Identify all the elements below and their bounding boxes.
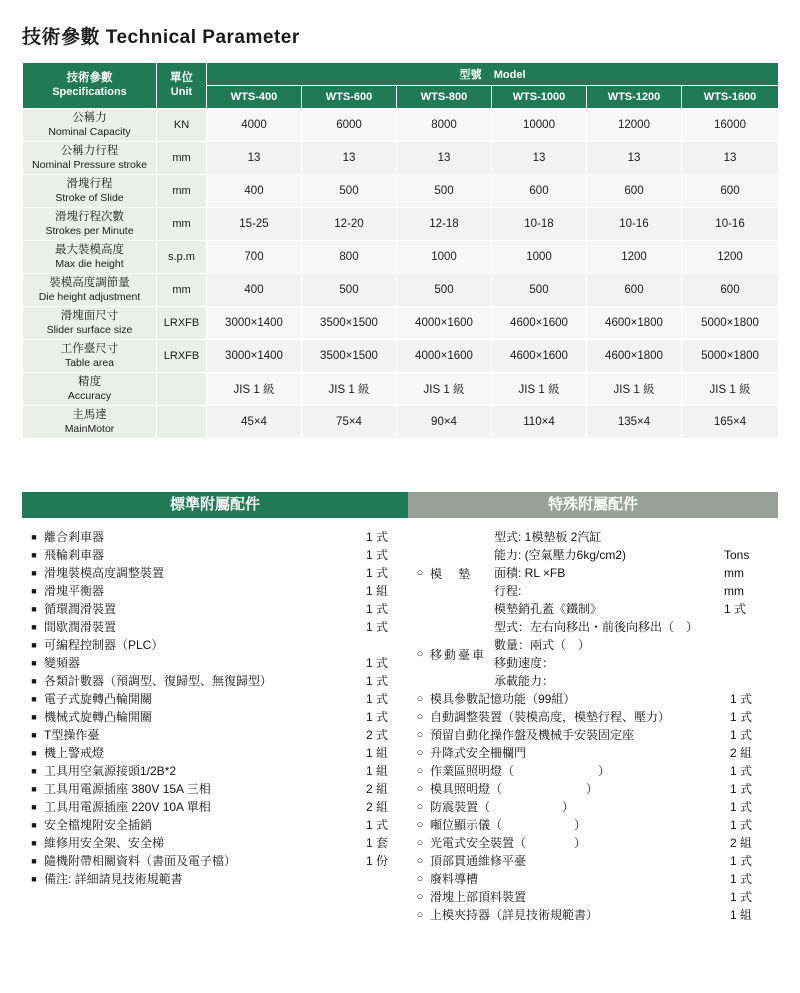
spec-label-zh: 裝模高度調節量	[49, 277, 130, 290]
list-item-quantity: 1 式	[366, 656, 389, 670]
spec-cell: 13	[492, 142, 587, 175]
table-header-model-1: WTS-600	[302, 86, 397, 109]
spec-row-label	[23, 274, 157, 307]
list-group-lines	[494, 528, 776, 618]
list-item	[494, 672, 776, 690]
spec-label-zh: 公稱力	[72, 112, 107, 125]
spec-row-label	[23, 142, 157, 175]
spec-row-label	[23, 340, 157, 373]
spec-cell: JIS 1 級	[587, 373, 682, 406]
spec-row-unit: s.p.m	[157, 241, 207, 274]
spec-cell: 600	[682, 274, 779, 307]
list-item-label: T型操作臺	[44, 728, 100, 742]
spec-table	[22, 62, 779, 439]
list-item-label: 滑塊平衡器	[44, 584, 105, 598]
spec-label-zh: 精度	[78, 376, 101, 389]
table-row	[23, 340, 779, 373]
list-item-quantity: 1 式	[366, 692, 389, 706]
list-item-label: 間歇潤滑裝置	[44, 620, 117, 634]
list-item-unit: Tons	[724, 548, 750, 562]
list-item	[24, 798, 406, 816]
spec-cell: 165×4	[682, 406, 779, 439]
list-item-quantity: 1 式	[730, 800, 753, 814]
list-item-label: 可編程控制器（PLC）	[44, 638, 164, 652]
spec-row-unit: LRXFB	[157, 340, 207, 373]
list-item	[24, 708, 406, 726]
spec-label-zh: 滑塊行程	[66, 178, 113, 191]
spec-label-zh: 工作臺尺寸	[60, 343, 119, 356]
list-item-quantity: 2 組	[730, 746, 753, 760]
spec-cell: 1000	[492, 241, 587, 274]
spec-cell: 10-16	[587, 208, 682, 241]
list-item-label: 安全檔塊附安全插銷	[44, 818, 153, 832]
square-bullet-icon: ■	[31, 640, 37, 650]
spec-cell: 600	[587, 274, 682, 307]
square-bullet-icon: ■	[31, 568, 37, 578]
spec-row-label	[23, 241, 157, 274]
spec-cell: JIS 1 級	[302, 373, 397, 406]
list-item-quantity: 1 式	[730, 764, 753, 778]
list-item-quantity: 1 式	[730, 818, 753, 832]
list-item-label: 模墊銷孔蓋《鐵制》	[494, 602, 603, 616]
list-item	[24, 726, 406, 744]
list-item-quantity: 1 式	[366, 566, 389, 580]
circle-bullet-icon: ○	[416, 765, 424, 777]
list-item-label: 型式：左右向移出・前後向移出（ ）	[494, 620, 699, 634]
list-item-quantity: 1 式	[366, 530, 389, 544]
list-item-quantity: 1 式	[366, 818, 389, 832]
spec-cell: 4000×1600	[397, 340, 492, 373]
spec-cell: 1200	[682, 241, 779, 274]
circle-bullet-icon: ○	[416, 837, 424, 849]
list-item	[494, 600, 776, 618]
spec-cell: 16000	[682, 109, 779, 142]
list-item	[410, 744, 776, 762]
spec-cell: 8000	[397, 109, 492, 142]
circle-bullet-icon: ○	[416, 648, 424, 660]
list-item	[24, 762, 406, 780]
list-item-label: 滑塊裝模高度調整裝置	[44, 566, 165, 580]
spec-cell: 4000×1600	[397, 307, 492, 340]
list-item-unit	[724, 618, 776, 636]
list-item-label: 備注: 詳細請見技術規範書	[44, 872, 183, 886]
spec-row-unit: LRXFB	[157, 307, 207, 340]
list-item-label: 隨機附帶相關資料（書面及電子檔）	[44, 854, 237, 868]
circle-bullet-icon: ○	[416, 873, 424, 885]
list-item	[410, 852, 776, 870]
spec-cell: 700	[207, 241, 302, 274]
spec-cell: 500	[397, 175, 492, 208]
list-item-quantity: 1 式	[730, 692, 753, 706]
table-row	[23, 241, 779, 274]
spec-row-label	[23, 175, 157, 208]
list-item-quantity: 1 組	[366, 764, 389, 778]
list-item-quantity: 2 組	[366, 800, 389, 814]
spec-label-zh: 主馬達	[72, 409, 107, 422]
list-group-lines	[494, 618, 776, 690]
list-item	[494, 582, 776, 600]
list-item-unit: mm	[724, 584, 744, 598]
circle-bullet-icon: ○	[416, 783, 424, 795]
standard-accessories-list	[22, 518, 408, 930]
spec-cell: 110×4	[492, 406, 587, 439]
spec-cell: 13	[302, 142, 397, 175]
spec-cell: 1200	[587, 241, 682, 274]
list-item	[410, 816, 776, 834]
list-group	[410, 528, 776, 618]
list-item-label: 工具用空氣源接頭1/2B*2	[44, 764, 177, 778]
list-item-quantity: 1 組	[366, 584, 389, 598]
circle-bullet-icon: ○	[416, 855, 424, 867]
list-item	[410, 708, 776, 726]
table-header-model-0: WTS-400	[207, 86, 302, 109]
spec-cell: JIS 1 級	[207, 373, 302, 406]
circle-bullet-icon: ○	[416, 567, 424, 579]
square-bullet-icon: ■	[31, 838, 37, 848]
circle-bullet-icon: ○	[416, 747, 424, 759]
list-item-label: 作業區照明燈（ ）	[430, 764, 611, 778]
list-item-label: 移動速度：	[494, 656, 555, 670]
circle-bullet-icon: ○	[416, 909, 424, 921]
square-bullet-icon: ■	[31, 586, 37, 596]
list-item-label: 自動調整裝置（裝模高度，模墊行程、壓力）	[430, 710, 671, 724]
list-item-unit	[724, 636, 776, 654]
square-bullet-icon: ■	[31, 694, 37, 704]
list-item	[24, 816, 406, 834]
list-item-label: 模具參數記憶功能（99組）	[430, 692, 576, 706]
list-item-label: 滑塊上部頂料裝置	[430, 890, 527, 904]
circle-bullet-icon: ○	[416, 891, 424, 903]
spec-cell: 4600×1600	[492, 307, 587, 340]
spec-cell: 15-25	[207, 208, 302, 241]
spec-cell: 4600×1800	[587, 307, 682, 340]
list-item-unit: mm	[724, 566, 744, 580]
list-item-label: 飛輪剎車器	[44, 548, 105, 562]
spec-row-unit: mm	[157, 142, 207, 175]
spec-row-unit: mm	[157, 274, 207, 307]
list-item	[24, 618, 406, 636]
spec-cell: 75×4	[302, 406, 397, 439]
table-header-model-4: WTS-1200	[587, 86, 682, 109]
spec-cell: 10-16	[682, 208, 779, 241]
list-item-label: 維修用安全架、安全梯	[44, 836, 165, 850]
spec-cell: 90×4	[397, 406, 492, 439]
list-item	[494, 528, 776, 546]
list-item-label: 變頻器	[44, 656, 81, 670]
list-item-quantity: 1 組	[730, 908, 753, 922]
list-item	[494, 546, 776, 564]
spec-cell: 3500×1500	[302, 307, 397, 340]
list-item-quantity: 1 式	[730, 854, 753, 868]
spec-label-zh: 最大裝模高度	[55, 244, 124, 257]
circle-bullet-icon: ○	[416, 819, 424, 831]
list-item	[410, 780, 776, 798]
list-item-unit: 1 式	[724, 602, 747, 616]
spec-cell: 135×4	[587, 406, 682, 439]
list-item	[410, 888, 776, 906]
list-item-quantity: 1 套	[366, 836, 389, 850]
spec-cell: 13	[397, 142, 492, 175]
spec-cell: 4600×1600	[492, 340, 587, 373]
table-header-model-5: WTS-1600	[682, 86, 779, 109]
spec-label-en: Die height adjustment	[38, 290, 141, 303]
table-row	[23, 109, 779, 142]
list-item-label: 機械式旋轉凸輪開關	[44, 710, 153, 724]
square-bullet-icon: ■	[31, 802, 37, 812]
table-row	[23, 208, 779, 241]
spec-cell: 1000	[397, 241, 492, 274]
list-item-label: 電子式旋轉凸輪開關	[44, 692, 153, 706]
spec-cell: 800	[302, 241, 397, 274]
spec-cell: 500	[397, 274, 492, 307]
square-bullet-icon: ■	[31, 712, 37, 722]
spec-cell: JIS 1 級	[492, 373, 587, 406]
spec-cell: 500	[302, 175, 397, 208]
spec-cell: 12000	[587, 109, 682, 142]
square-bullet-icon: ■	[31, 766, 37, 776]
spec-table-body	[23, 109, 779, 439]
spec-row-label	[23, 373, 157, 406]
square-bullet-icon: ■	[31, 550, 37, 560]
spec-cell: 13	[587, 142, 682, 175]
spec-cell: 4600×1800	[587, 340, 682, 373]
list-item	[24, 672, 406, 690]
spec-label-zh: 滑塊行程次數	[55, 211, 124, 224]
list-item	[494, 564, 776, 582]
square-bullet-icon: ■	[31, 730, 37, 740]
list-item-quantity: 1 式	[730, 710, 753, 724]
table-header-model-2: WTS-800	[397, 86, 492, 109]
table-header-specifications: 技術參數 Specifications	[23, 63, 157, 109]
technical-parameter-table	[22, 62, 778, 439]
spec-label-en: Nominal Pressure stroke	[32, 158, 147, 171]
spec-cell: 3500×1500	[302, 340, 397, 373]
list-item	[24, 834, 406, 852]
list-item	[24, 780, 406, 798]
table-row	[23, 307, 779, 340]
spec-label-en: Slider surface size	[46, 323, 133, 336]
list-item	[410, 762, 776, 780]
list-item	[24, 852, 406, 870]
spec-cell: 10000	[492, 109, 587, 142]
square-bullet-icon: ■	[31, 748, 37, 758]
list-group-label: 移動臺車	[430, 647, 487, 662]
spec-cell: 500	[492, 274, 587, 307]
list-item	[24, 546, 406, 564]
table-row	[23, 274, 779, 307]
list-item	[410, 726, 776, 744]
list-item-quantity: 1 式	[730, 728, 753, 742]
square-bullet-icon: ■	[31, 658, 37, 668]
table-row	[23, 406, 779, 439]
spec-cell: 3000×1400	[207, 340, 302, 373]
accessories-headers	[22, 492, 778, 518]
list-item-label: 循環潤滑裝置	[44, 602, 117, 616]
list-item	[410, 834, 776, 852]
list-item-quantity: 1 式	[366, 674, 389, 688]
square-bullet-icon: ■	[31, 856, 37, 866]
circle-bullet-icon: ○	[416, 711, 424, 723]
list-item-label: 光電式安全裝置（ ）	[430, 836, 587, 850]
list-group	[410, 618, 776, 690]
list-item-label: 行程:	[494, 584, 522, 598]
list-item-unit	[724, 672, 776, 690]
list-item-quantity: 1 式	[730, 782, 753, 796]
spec-row-unit: mm	[157, 208, 207, 241]
list-item	[24, 564, 406, 582]
list-item-label: 預留自動化操作盤及機械手安裝固定座	[430, 728, 635, 742]
list-item	[24, 600, 406, 618]
circle-bullet-icon: ○	[416, 729, 424, 741]
spec-label-en: Max die height	[55, 257, 124, 270]
square-bullet-icon: ■	[31, 532, 37, 542]
list-item-quantity: 1 式	[366, 548, 389, 562]
spec-cell: 10-18	[492, 208, 587, 241]
list-item-label: 上模夾持器（詳見技術規範書）	[430, 908, 599, 922]
circle-bullet-icon: ○	[416, 801, 424, 813]
spec-cell: 13	[207, 142, 302, 175]
list-item	[24, 528, 406, 546]
list-item-label: 數量：兩式（ ）	[494, 638, 591, 652]
list-item-label: 各類計數器（預調型、復歸型、無復歸型）	[44, 674, 273, 688]
list-item-label: 工具用電源插座 380V 15A 三相	[44, 782, 211, 796]
square-bullet-icon: ■	[31, 820, 37, 830]
accessories-section	[22, 492, 778, 930]
spec-label-en: Strokes per Minute	[45, 224, 134, 237]
spec-cell: 6000	[302, 109, 397, 142]
spec-cell: 600	[492, 175, 587, 208]
list-item-quantity: 1 式	[730, 872, 753, 886]
list-item-label: 噸位顯示儀（ ）	[430, 818, 587, 832]
list-item	[410, 906, 776, 924]
standard-accessories-header: 標準附屬配件	[22, 492, 408, 518]
spec-cell: 400	[207, 175, 302, 208]
spec-label-en: Stroke of Slide	[55, 191, 124, 204]
list-item-unit	[724, 528, 776, 546]
spec-row-label	[23, 208, 157, 241]
list-item	[410, 798, 776, 816]
spec-cell: 4000	[207, 109, 302, 142]
spec-row-unit: mm	[157, 175, 207, 208]
spec-cell: 400	[207, 274, 302, 307]
spec-cell: 600	[682, 175, 779, 208]
list-item-label: 頂部貫通維修平臺	[430, 854, 527, 868]
table-row	[23, 142, 779, 175]
square-bullet-icon: ■	[31, 622, 37, 632]
table-header-unit: 單位 Unit	[157, 63, 207, 109]
optional-accessories-header: 特殊附屬配件	[408, 492, 778, 518]
spec-row-label	[23, 109, 157, 142]
list-item-label: 承載能力：	[494, 674, 555, 688]
list-item-label: 防震裝置（ ）	[430, 800, 575, 814]
spec-cell: JIS 1 級	[397, 373, 492, 406]
spec-label-en: MainMotor	[64, 422, 115, 435]
list-item-quantity: 1 式	[366, 710, 389, 724]
list-item-unit	[724, 654, 776, 672]
spec-row-unit: KN	[157, 109, 207, 142]
spec-label-en: Nominal Capacity	[48, 125, 131, 138]
square-bullet-icon: ■	[31, 784, 37, 794]
list-item-label: 工具用電源插座 220V 10A 單相	[44, 800, 211, 814]
list-item	[24, 582, 406, 600]
list-item	[24, 870, 406, 888]
list-item	[24, 690, 406, 708]
list-item-quantity: 1 份	[366, 854, 389, 868]
list-item	[410, 870, 776, 888]
list-item	[494, 618, 776, 636]
list-item-quantity: 1 式	[366, 620, 389, 634]
spec-label-zh: 滑塊面尺寸	[60, 310, 119, 323]
spec-cell: 3000×1400	[207, 307, 302, 340]
spec-label-en: Accuracy	[67, 389, 112, 402]
list-item-quantity: 1 式	[366, 602, 389, 616]
spec-label-zh: 公稱力行程	[60, 145, 119, 158]
list-item	[24, 636, 406, 654]
page-title: 技術參數 Technical Parameter	[22, 27, 300, 48]
list-item-quantity: 1 組	[366, 746, 389, 760]
list-item-label: 能力: (空氣壓力6kg/cm2)	[494, 548, 627, 562]
spec-cell: 600	[587, 175, 682, 208]
square-bullet-icon: ■	[31, 676, 37, 686]
spec-cell: 13	[682, 142, 779, 175]
spec-row-label	[23, 307, 157, 340]
table-header-model-3: WTS-1000	[492, 86, 587, 109]
spec-cell: 12-20	[302, 208, 397, 241]
list-item-label: 機上警戒燈	[44, 746, 105, 760]
circle-bullet-icon: ○	[416, 693, 424, 705]
list-item	[24, 654, 406, 672]
list-item	[494, 654, 776, 672]
square-bullet-icon: ■	[31, 874, 37, 884]
list-item-label: 模具照明燈（ ）	[430, 782, 599, 796]
optional-accessories-list	[408, 518, 778, 930]
table-row	[23, 175, 779, 208]
spec-cell: 5000×1800	[682, 307, 779, 340]
accessories-body	[22, 518, 778, 930]
spec-cell: 500	[302, 274, 397, 307]
spec-label-en: Table area	[64, 356, 115, 369]
list-item-quantity: 2 式	[366, 728, 389, 742]
list-item-quantity: 2 組	[730, 836, 753, 850]
list-item-label: 面積: RL ×FB	[494, 566, 566, 580]
list-item	[494, 636, 776, 654]
list-item-label: 離合剎車器	[44, 530, 105, 544]
table-header-model-group: 型號 Model	[207, 63, 779, 86]
spec-cell: 45×4	[207, 406, 302, 439]
spec-row-unit	[157, 373, 207, 406]
list-item-label: 型式: 1模墊板 2汽缸	[494, 530, 602, 544]
square-bullet-icon: ■	[31, 604, 37, 614]
spec-cell: JIS 1 級	[682, 373, 779, 406]
table-row	[23, 373, 779, 406]
list-item-label: 升降式安全柵欄門	[430, 746, 527, 760]
spec-row-unit	[157, 406, 207, 439]
spec-row-label	[23, 406, 157, 439]
list-item-quantity: 1 式	[730, 890, 753, 904]
list-item-quantity: 2 組	[366, 782, 389, 796]
spec-cell: 12-18	[397, 208, 492, 241]
list-item	[24, 744, 406, 762]
spec-cell: 5000×1800	[682, 340, 779, 373]
list-item	[410, 690, 776, 708]
list-item-label: 廢料導槽	[430, 872, 479, 886]
list-group-label: 模 墊	[430, 566, 473, 581]
